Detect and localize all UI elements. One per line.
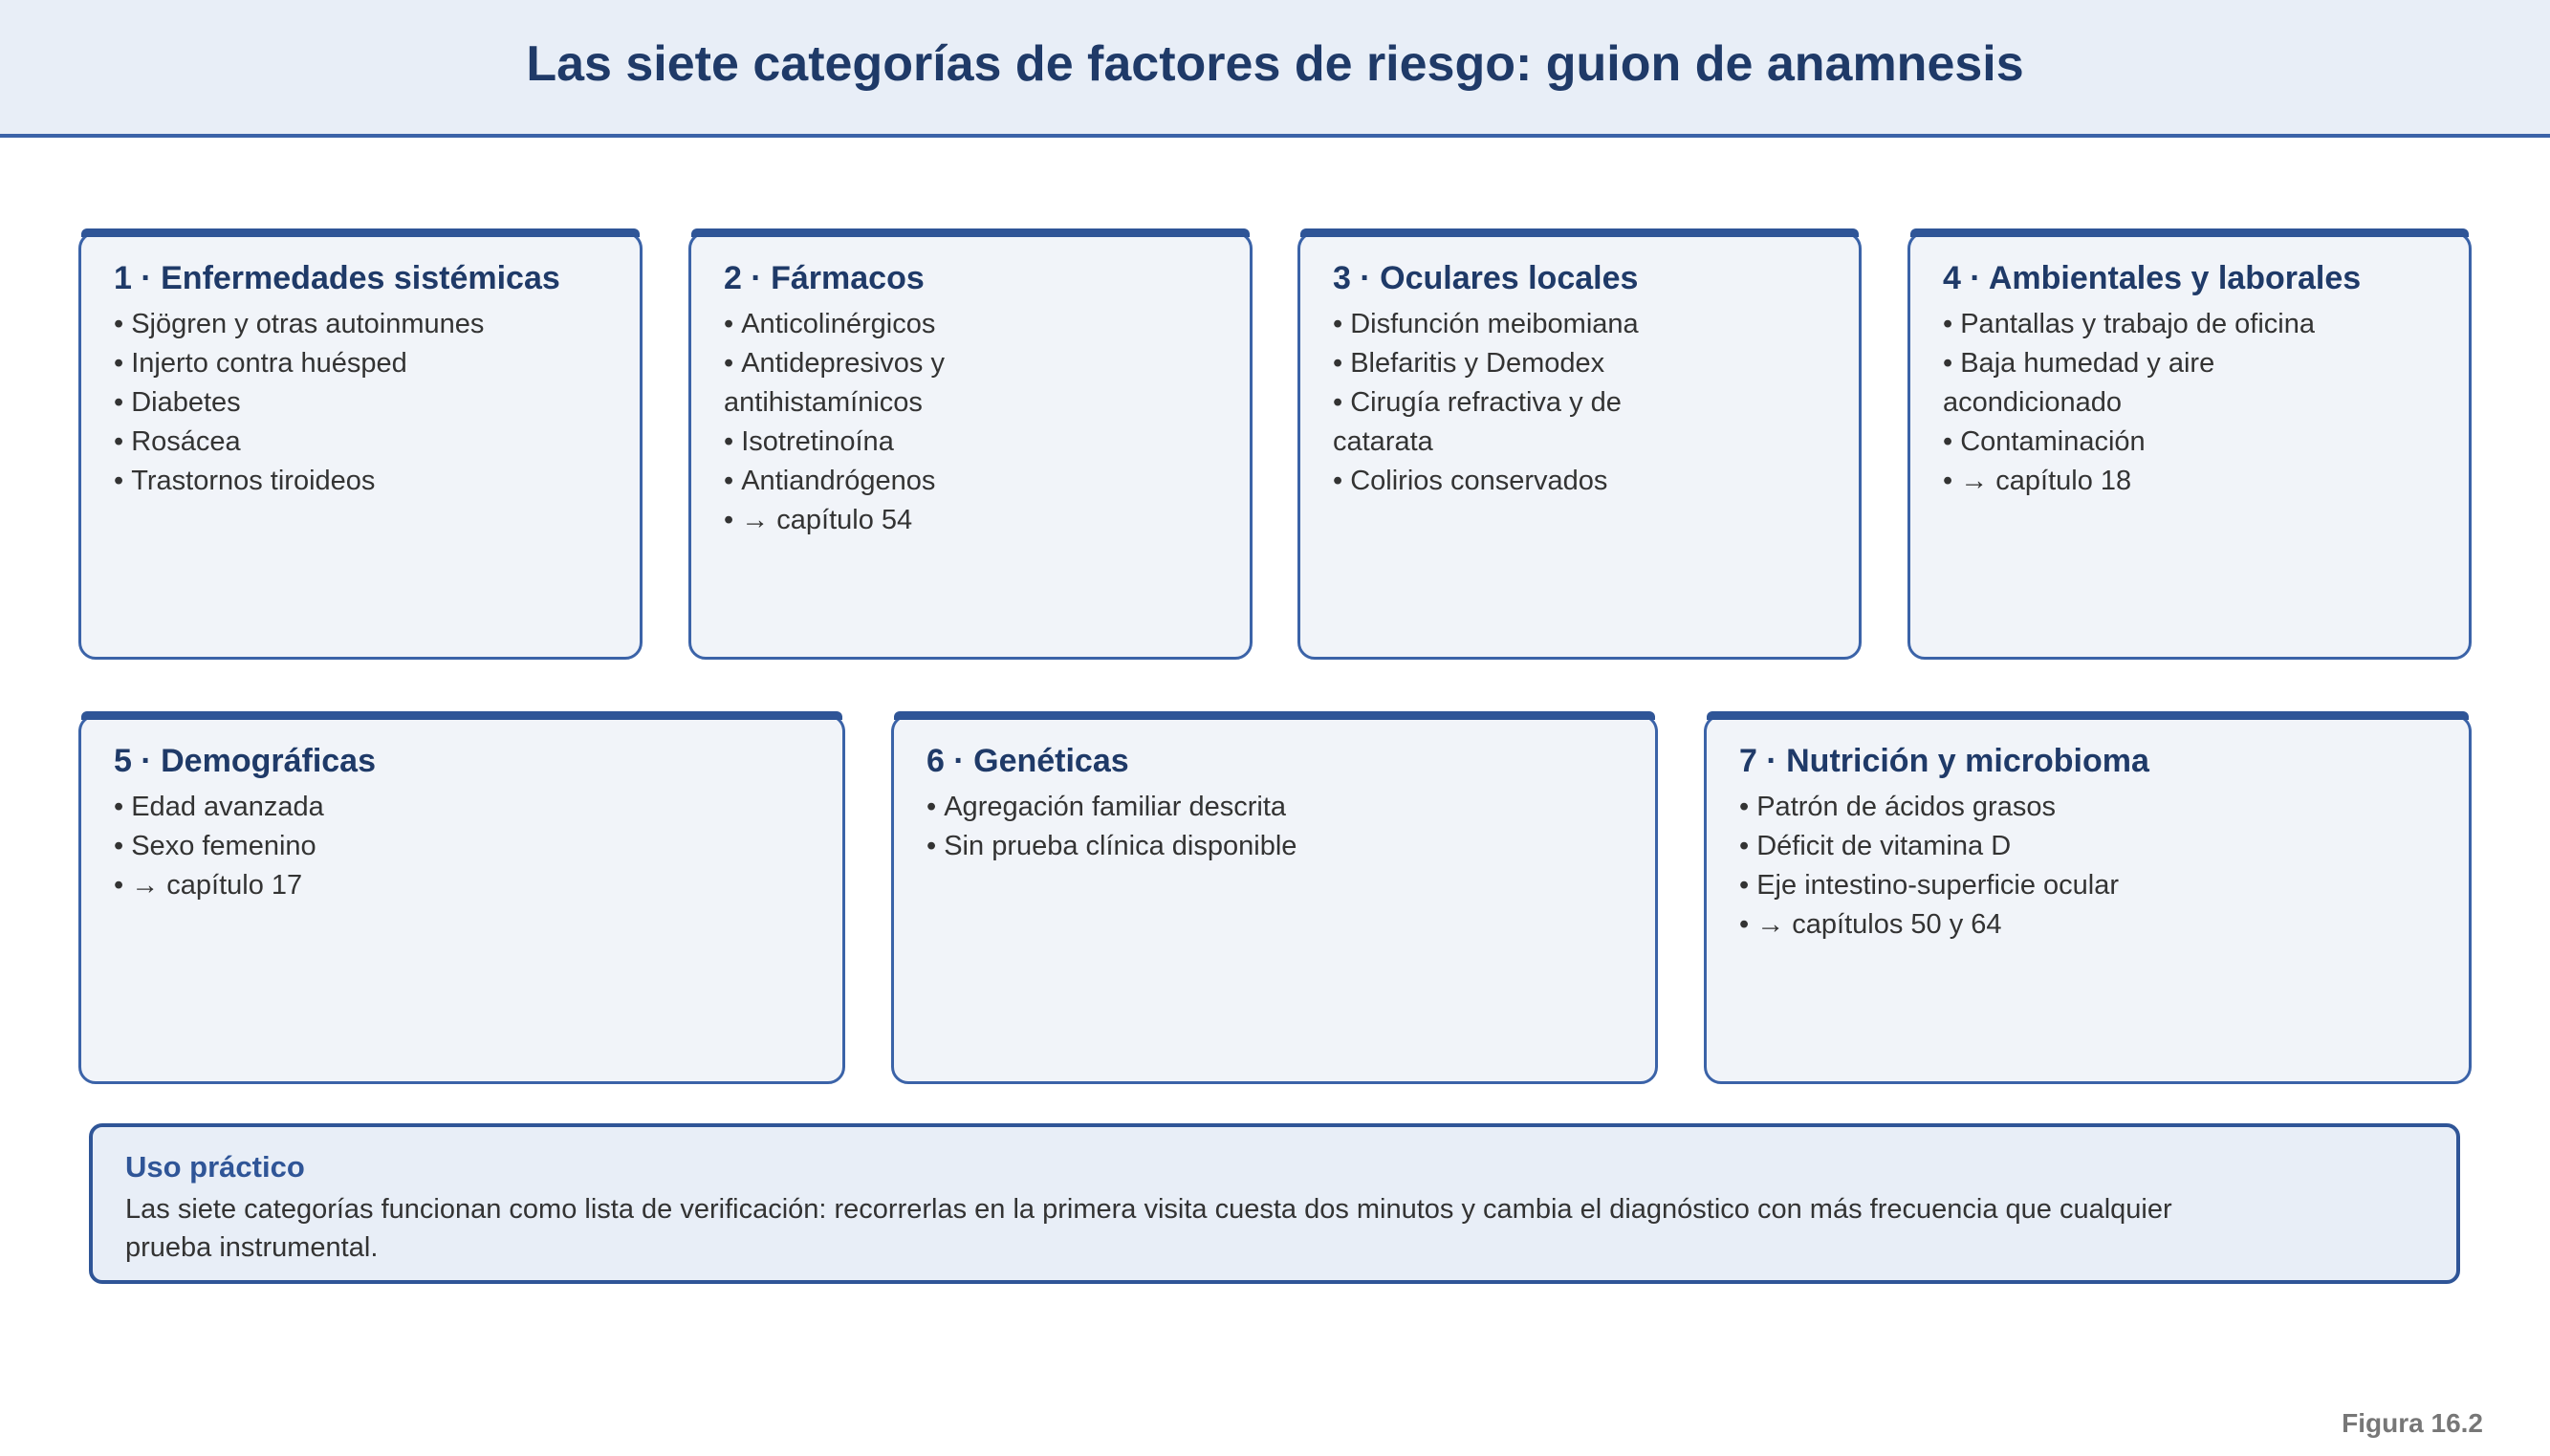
card-top-bar xyxy=(691,228,1250,237)
list-item: • Disfunción meibomiana xyxy=(1333,305,1658,344)
list-item: • Trastornos tiroideos xyxy=(114,462,607,501)
list-item: • Edad avanzada xyxy=(114,788,810,827)
category-card-2 xyxy=(688,231,1253,660)
card-title: 7 · Nutrición y microbioma xyxy=(1739,743,2149,779)
category-card-3 xyxy=(1297,231,1862,660)
card-top-bar xyxy=(1707,711,2469,720)
practical-use-note xyxy=(89,1123,2460,1284)
card-top-bar xyxy=(81,711,842,720)
category-card-7 xyxy=(1704,714,2472,1084)
card-item-list xyxy=(114,305,607,501)
list-item: • Injerto contra huésped xyxy=(114,344,607,383)
note-title: Uso práctico xyxy=(125,1150,305,1184)
card-item-list xyxy=(1943,305,2316,501)
list-item: • Eje intestino-superficie ocular xyxy=(1739,866,2436,905)
page-title: Las siete categorías de factores de riesgo: guion de anamnesis xyxy=(526,36,2024,92)
list-item: • Antidepresivos y antihistamínicos xyxy=(724,344,1011,423)
card-item-list xyxy=(1739,788,2436,945)
header-banner xyxy=(0,0,2550,138)
card-item-list xyxy=(724,305,1011,540)
list-item: • Patrón de ácidos grasos xyxy=(1739,788,2436,827)
list-item: • Agregación familiar descrita xyxy=(926,788,1623,827)
card-title: 1 · Enfermedades sistémicas xyxy=(114,260,560,296)
list-item: • Anticolinérgicos xyxy=(724,305,1011,344)
list-item: • Blefaritis y Demodex xyxy=(1333,344,1658,383)
note-text: Las siete categorías funcionan como lista de verificación: recorrerlas en la primera visita cuesta dos minutos y cambia el diagnóstico con más frecuencia que cualquier prueba instrumental. xyxy=(125,1194,2172,1263)
list-item: • Déficit de vitamina D xyxy=(1739,827,2436,866)
list-item: • Isotretinoína xyxy=(724,423,1011,462)
category-card-1 xyxy=(78,231,643,660)
list-item: • Baja humedad y aire acondicionado xyxy=(1943,344,2258,423)
list-item: • → capítulo 17 xyxy=(114,866,810,905)
list-item: • Sjögren y otras autoinmunes xyxy=(114,305,607,344)
list-item: • → capítulo 18 xyxy=(1943,462,2258,501)
list-item: • Colirios conservados xyxy=(1333,462,1658,501)
card-top-bar xyxy=(894,711,1655,720)
list-item: • Pantallas y trabajo de oficina xyxy=(1943,305,2258,344)
card-item-list xyxy=(114,788,810,905)
list-item: • Contaminación xyxy=(1943,423,2258,462)
category-card-4 xyxy=(1907,231,2472,660)
list-item: • Diabetes xyxy=(114,383,607,423)
list-item: • Rosácea xyxy=(114,423,607,462)
card-title: 4 · Ambientales y laborales xyxy=(1943,260,2362,296)
card-title: 6 · Genéticas xyxy=(926,743,1129,779)
card-item-list xyxy=(1333,305,1658,501)
card-title: 3 · Oculares locales xyxy=(1333,260,1639,296)
card-top-bar xyxy=(1910,228,2469,237)
list-item: • Sexo femenino xyxy=(114,827,810,866)
card-title: 2 · Fármacos xyxy=(724,260,925,296)
category-card-6 xyxy=(891,714,1658,1084)
card-item-list xyxy=(926,788,1623,866)
list-item: • → capítulos 50 y 64 xyxy=(1739,905,2436,945)
list-item: • → capítulo 54 xyxy=(724,501,1011,540)
list-item: • Cirugía refractiva y de catarata xyxy=(1333,383,1658,462)
list-item: • Sin prueba clínica disponible xyxy=(926,827,1623,866)
card-title: 5 · Demográficas xyxy=(114,743,376,779)
card-top-bar xyxy=(81,228,640,237)
category-card-5 xyxy=(78,714,845,1084)
card-top-bar xyxy=(1300,228,1859,237)
list-item: • Antiandrógenos xyxy=(724,462,1011,501)
figure-label: Figura 16.2 xyxy=(2342,1408,2483,1438)
